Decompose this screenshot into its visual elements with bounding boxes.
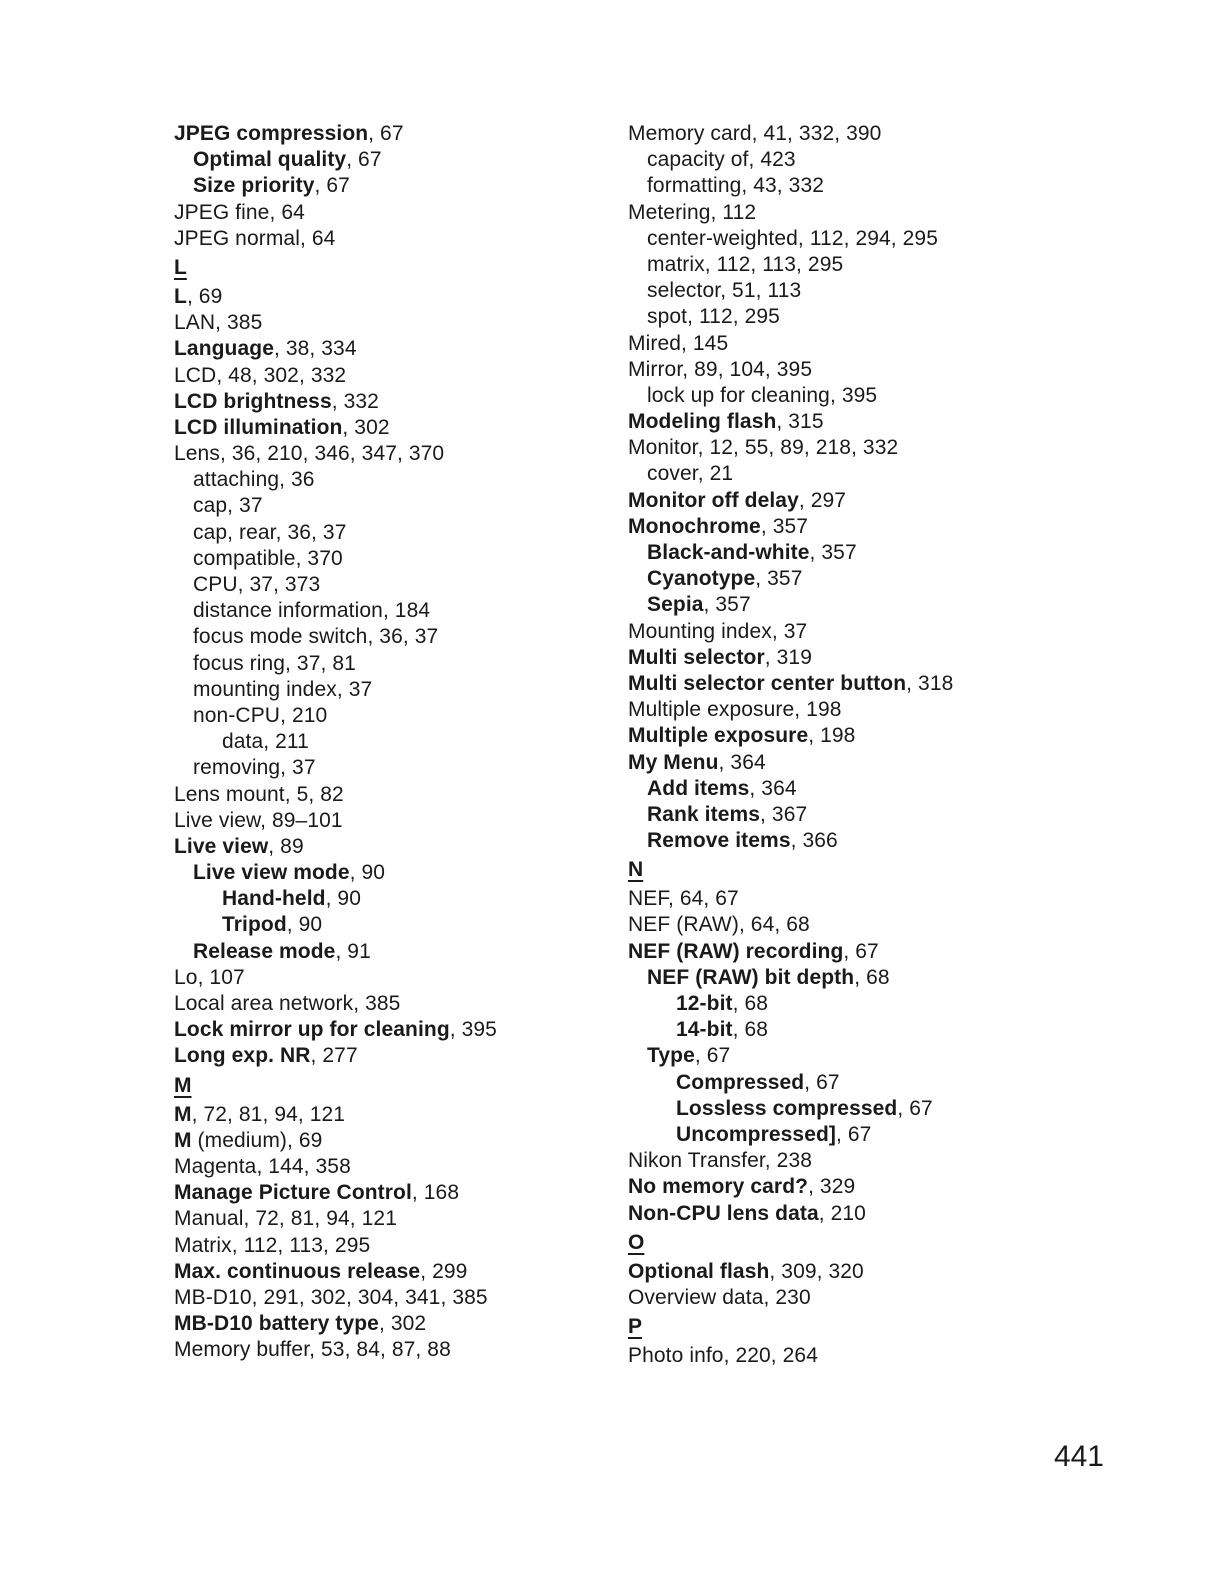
index-section-letter bbox=[628, 1227, 1068, 1259]
index-page-refs: , 112, 294, 295 bbox=[797, 226, 938, 250]
index-term: Sepia bbox=[647, 593, 704, 617]
index-term: Uncompressed] bbox=[676, 1122, 837, 1146]
index-term: Mounting index bbox=[628, 619, 772, 643]
index-term: capacity of bbox=[647, 148, 749, 172]
index-page-refs: , 395 bbox=[449, 1018, 497, 1042]
index-entry bbox=[628, 331, 1068, 357]
index-entry bbox=[628, 991, 1068, 1017]
index-term: NEF (RAW) bbox=[628, 913, 739, 937]
index-page-refs: , 168 bbox=[411, 1181, 460, 1205]
index-term: Modeling flash bbox=[628, 410, 777, 434]
index-page-refs: , 37, 81 bbox=[285, 651, 356, 675]
index-entry bbox=[174, 173, 594, 199]
index-page-refs: , 357 bbox=[703, 593, 751, 617]
index-term: 14-bit bbox=[676, 1018, 733, 1042]
index-term: Optimal quality bbox=[193, 148, 347, 172]
index-term: Compressed bbox=[676, 1070, 805, 1094]
index-section-letter bbox=[174, 252, 594, 284]
index-entry bbox=[628, 828, 1068, 854]
index-page-refs: , 5, 82 bbox=[284, 782, 344, 806]
index-page-refs: , 145 bbox=[681, 331, 729, 355]
index-page-refs: , 319 bbox=[764, 645, 812, 669]
index-entry bbox=[628, 671, 1068, 697]
index-entry bbox=[174, 755, 594, 781]
index-entry bbox=[628, 435, 1068, 461]
index-entry bbox=[628, 147, 1068, 173]
index-page-refs: , 91 bbox=[335, 939, 371, 963]
index-entry bbox=[174, 310, 594, 336]
index-term: Multiple exposure bbox=[628, 698, 795, 722]
index-page-refs: , 302 bbox=[378, 1312, 427, 1336]
index-page-refs: , 36, 37 bbox=[367, 625, 439, 649]
index-term: Language bbox=[174, 337, 274, 361]
index-page-refs: , 36, 210, 346, 347, 370 bbox=[219, 442, 445, 466]
index-term: cap, rear bbox=[193, 520, 276, 544]
index-entry bbox=[174, 939, 594, 965]
index-entry bbox=[174, 1206, 594, 1232]
index-term: Manage Picture Control bbox=[174, 1181, 412, 1205]
index-page-refs: , 210 bbox=[818, 1201, 866, 1225]
index-term: Overview data bbox=[628, 1285, 764, 1309]
index-term: attaching bbox=[193, 468, 280, 492]
index-page-refs: , 68 bbox=[732, 992, 769, 1015]
index-page-refs: , 21 bbox=[697, 462, 734, 486]
index-page-refs: , 64, 67 bbox=[667, 887, 739, 911]
index-entry bbox=[628, 1285, 1068, 1311]
index-term: Optional flash bbox=[628, 1259, 770, 1283]
index-entry bbox=[628, 697, 1068, 723]
index-page-refs: , 37 bbox=[336, 677, 373, 701]
index-entry bbox=[628, 540, 1068, 566]
index-page-refs: , 67 bbox=[346, 148, 382, 172]
index-page-refs: (medium), 69 bbox=[191, 1128, 323, 1152]
index-page-refs: , 297 bbox=[798, 488, 847, 512]
index-entry bbox=[628, 776, 1068, 802]
index-entry bbox=[628, 750, 1068, 776]
index-term: Monitor bbox=[628, 436, 698, 460]
index-page-refs: , 220, 264 bbox=[723, 1344, 818, 1368]
index-column-right bbox=[628, 121, 1068, 1369]
index-entry bbox=[174, 546, 594, 572]
index-term: NEF (RAW) bit depth bbox=[647, 965, 855, 989]
index-term: matrix bbox=[647, 252, 705, 276]
index-term: Matrix bbox=[174, 1233, 232, 1257]
index-term: removing bbox=[193, 756, 281, 780]
index-page-refs: , 367 bbox=[760, 802, 808, 826]
index-entry bbox=[174, 1180, 594, 1206]
index-page-refs: , 67 bbox=[804, 1070, 840, 1094]
index-term: Multi selector bbox=[628, 645, 765, 669]
index-term: Long exp. NR bbox=[174, 1044, 311, 1068]
index-entry bbox=[174, 677, 594, 703]
index-entry bbox=[174, 886, 594, 912]
index-page-refs: , 198 bbox=[794, 698, 842, 722]
index-page-refs: , 302 bbox=[342, 415, 390, 439]
index-page-refs: , 230 bbox=[763, 1285, 811, 1309]
index-page-refs: , 72, 81, 94, 121 bbox=[191, 1102, 346, 1126]
index-term: Memory card bbox=[628, 122, 752, 145]
index-term: lock up for cleaning bbox=[647, 383, 830, 407]
index-page-refs: , 72, 81, 94, 121 bbox=[243, 1207, 397, 1231]
index-page-refs: , 198 bbox=[808, 724, 856, 748]
index-term: Tripod bbox=[222, 913, 287, 937]
index-page-refs: , 36 bbox=[279, 468, 315, 492]
index-page-refs: , 89–101 bbox=[260, 808, 343, 832]
index-page-refs: , 90 bbox=[286, 913, 323, 937]
index-page-refs: , 64 bbox=[299, 226, 336, 250]
index-page-refs: , 69 bbox=[186, 284, 223, 308]
index-entry bbox=[628, 645, 1068, 671]
index-page-refs: , 51, 113 bbox=[720, 279, 802, 303]
index-page-refs: , 38, 334 bbox=[273, 337, 357, 361]
section-letter-label: N bbox=[628, 858, 644, 882]
index-term: M bbox=[174, 1128, 192, 1152]
index-entry bbox=[174, 363, 594, 389]
index-page-refs: , 315 bbox=[776, 410, 824, 434]
index-entry bbox=[628, 912, 1068, 938]
index-page-refs: , 144, 358 bbox=[256, 1154, 351, 1178]
index-term: Local area network bbox=[174, 992, 354, 1015]
index-entry bbox=[174, 1311, 594, 1337]
index-term: selector bbox=[647, 279, 721, 303]
index-term: My Menu bbox=[628, 750, 719, 774]
index-entry bbox=[174, 782, 594, 808]
index-term: spot bbox=[647, 305, 688, 329]
index-term: Lens mount bbox=[174, 782, 285, 806]
index-entry bbox=[174, 1043, 594, 1069]
index-term: Lock mirror up for cleaning bbox=[174, 1018, 450, 1042]
index-page-refs: , 184 bbox=[382, 599, 431, 623]
index-page-refs: , 53, 84, 87, 88 bbox=[309, 1338, 451, 1362]
index-entry bbox=[174, 1233, 594, 1259]
index-entry bbox=[628, 461, 1068, 487]
index-page-refs: , 90 bbox=[325, 887, 361, 911]
index-page-refs: , 309, 320 bbox=[769, 1259, 864, 1283]
index-term: distance information bbox=[193, 599, 383, 623]
index-term: Live view mode bbox=[193, 861, 350, 885]
index-entry bbox=[174, 284, 594, 310]
index-page-refs: , 67 bbox=[897, 1096, 933, 1120]
index-entry bbox=[174, 572, 594, 598]
index-term: Live view bbox=[174, 808, 261, 832]
index-entry bbox=[174, 860, 594, 886]
index-entry bbox=[174, 493, 594, 519]
index-page-refs: , 67 bbox=[694, 1044, 731, 1068]
index-entry bbox=[628, 1122, 1068, 1148]
index-page-refs: , 36, 37 bbox=[275, 520, 347, 544]
index-entry bbox=[628, 226, 1068, 252]
index-entry bbox=[174, 336, 594, 362]
index-term: LCD bbox=[174, 363, 217, 387]
index-term: non-CPU bbox=[193, 703, 281, 727]
index-entry bbox=[628, 619, 1068, 645]
index-section-letter bbox=[628, 1311, 1068, 1343]
index-page-refs: , 332 bbox=[331, 389, 379, 413]
index-entry bbox=[628, 278, 1068, 304]
index-entry bbox=[628, 802, 1068, 828]
index-entry bbox=[628, 1201, 1068, 1227]
index-page-refs: , 357 bbox=[809, 541, 857, 564]
index-page-refs: , 68 bbox=[854, 965, 890, 989]
index-entry bbox=[174, 1102, 594, 1128]
index-entry bbox=[174, 226, 594, 252]
index-term: Lens bbox=[174, 442, 220, 466]
index-term: CPU bbox=[193, 573, 238, 596]
index-page-refs: , 112, 113, 295 bbox=[704, 252, 844, 276]
index-term: Rank items bbox=[647, 802, 761, 826]
index-term: mounting index bbox=[193, 677, 337, 701]
index-entry bbox=[628, 723, 1068, 749]
index-term: LAN bbox=[174, 311, 216, 335]
index-term: LCD brightness bbox=[174, 389, 332, 413]
index-page-refs: , 329 bbox=[808, 1175, 856, 1199]
index-term: compatible bbox=[193, 546, 296, 570]
index-term: JPEG normal bbox=[174, 226, 300, 250]
index-page-refs: , 385 bbox=[353, 992, 401, 1015]
page-number: 441 bbox=[1053, 1440, 1104, 1473]
index-section-letter bbox=[628, 854, 1068, 886]
index-entry bbox=[628, 1017, 1068, 1043]
index-term: Mired bbox=[628, 331, 682, 355]
index-entry bbox=[628, 173, 1068, 199]
index-column-left bbox=[174, 121, 594, 1363]
index-entry bbox=[628, 1043, 1068, 1069]
index-term: focus mode switch bbox=[193, 625, 368, 649]
index-term: Mirror bbox=[628, 357, 683, 381]
index-term: Memory buffer bbox=[174, 1338, 310, 1362]
index-term: center-weighted bbox=[647, 226, 798, 250]
index-page-refs: , 67 bbox=[368, 122, 404, 145]
index-term: Live view bbox=[174, 834, 269, 858]
index-entry bbox=[628, 488, 1068, 514]
index-term: Nikon Transfer bbox=[628, 1149, 765, 1173]
index-term: Multi selector center button bbox=[628, 671, 907, 695]
index-term: Non-CPU lens data bbox=[628, 1201, 819, 1225]
index-term: Cyanotype bbox=[647, 567, 756, 591]
index-entry bbox=[174, 651, 594, 677]
index-term: Remove items bbox=[647, 829, 791, 853]
index-page-refs: , 395 bbox=[829, 383, 878, 407]
section-letter-label: P bbox=[628, 1315, 643, 1339]
index-entry bbox=[628, 514, 1068, 540]
index-term: Max. continuous release bbox=[174, 1259, 421, 1283]
index-page-refs: , 318 bbox=[906, 671, 954, 695]
index-page-refs: , 37 bbox=[771, 619, 808, 643]
index-entry bbox=[174, 1259, 594, 1285]
index-entry bbox=[174, 624, 594, 650]
index-entry bbox=[628, 1148, 1068, 1174]
index-term: Add items bbox=[647, 776, 750, 800]
index-page-refs: , 67 bbox=[836, 1122, 872, 1146]
index-page-refs: , 112 bbox=[710, 200, 757, 224]
index-term: cover bbox=[647, 462, 698, 486]
index-entry bbox=[628, 939, 1068, 965]
index-entry bbox=[628, 121, 1068, 147]
index-entry bbox=[174, 991, 594, 1017]
index-page-refs: , 291, 302, 304, 341, 385 bbox=[251, 1285, 488, 1309]
index-entry bbox=[174, 1128, 594, 1154]
index-entry bbox=[628, 409, 1068, 435]
index-entry bbox=[174, 912, 594, 938]
index-page-refs: , 423 bbox=[748, 148, 796, 172]
index-term: Monitor off delay bbox=[628, 488, 799, 512]
index-page-refs: , 366 bbox=[790, 829, 838, 853]
index-page-refs: , 210 bbox=[280, 703, 328, 727]
index-term: NEF bbox=[628, 887, 668, 911]
index-entry bbox=[174, 147, 594, 173]
index-term: JPEG compression bbox=[174, 122, 369, 145]
index-term: M bbox=[174, 1102, 192, 1126]
index-term: Hand-held bbox=[222, 887, 326, 911]
index-page-refs: , 37 bbox=[227, 494, 263, 518]
index-term: L bbox=[174, 284, 187, 308]
index-term: Lossless compressed bbox=[676, 1096, 898, 1120]
index-entry bbox=[628, 1174, 1068, 1200]
index-page-refs: , 364 bbox=[749, 776, 797, 800]
section-letter-label: L bbox=[174, 255, 187, 279]
index-page-refs: , 41, 332, 390 bbox=[751, 122, 882, 145]
index-entry bbox=[174, 1017, 594, 1043]
index-entry bbox=[628, 592, 1068, 618]
index-term: Size priority bbox=[193, 174, 315, 198]
index-page-refs: , 112, 295 bbox=[687, 305, 780, 329]
index-page-refs: , 37 bbox=[280, 756, 316, 780]
index-term: MB-D10 bbox=[174, 1285, 252, 1309]
index-entry bbox=[174, 441, 594, 467]
index-page-refs: , 67 bbox=[843, 939, 879, 963]
index-entry bbox=[628, 383, 1068, 409]
index-term: Multiple exposure bbox=[628, 724, 809, 748]
index-page-refs: , 277 bbox=[310, 1044, 358, 1068]
index-term: LCD illumination bbox=[174, 415, 343, 439]
index-entry bbox=[628, 1096, 1068, 1122]
index-entry bbox=[174, 1285, 594, 1311]
index-entry bbox=[174, 808, 594, 834]
index-page-refs: , 357 bbox=[755, 567, 803, 591]
index-page-refs: , 68 bbox=[732, 1018, 769, 1042]
index-term: MB-D10 battery type bbox=[174, 1312, 379, 1336]
index-page-refs: , 107 bbox=[197, 965, 245, 989]
index-page-refs: , 64 bbox=[269, 200, 305, 224]
index-entry bbox=[628, 304, 1068, 330]
index-entry bbox=[628, 200, 1068, 226]
index-section-letter bbox=[174, 1070, 594, 1102]
index-entry bbox=[174, 121, 594, 147]
index-term: No memory card? bbox=[628, 1175, 809, 1199]
index-page-refs: , 385 bbox=[215, 311, 263, 335]
index-term: Lo bbox=[174, 965, 198, 989]
index-entry bbox=[628, 886, 1068, 912]
section-letter-label: O bbox=[628, 1230, 645, 1254]
index-term: cap bbox=[193, 494, 228, 518]
index-page-refs: , 299 bbox=[420, 1259, 468, 1283]
index-page-refs: , 90 bbox=[349, 861, 386, 885]
index-term: focus ring bbox=[193, 651, 286, 675]
index-entry bbox=[628, 1259, 1068, 1285]
index-term: Release mode bbox=[193, 939, 336, 963]
index-entry bbox=[628, 1070, 1068, 1096]
index-page-refs: , 89 bbox=[268, 834, 304, 858]
index-term: NEF (RAW) recording bbox=[628, 939, 844, 963]
index-entry bbox=[628, 357, 1068, 383]
index-term: Photo info bbox=[628, 1344, 724, 1368]
index-term: Magenta bbox=[174, 1154, 257, 1178]
index-entry bbox=[174, 703, 594, 729]
index-entry bbox=[174, 415, 594, 441]
index-page-refs: , 48, 302, 332 bbox=[216, 363, 347, 387]
index-term: data bbox=[222, 730, 264, 754]
index-term: Metering bbox=[628, 200, 711, 224]
index-entry bbox=[174, 834, 594, 860]
index-page-refs: , 238 bbox=[764, 1149, 813, 1173]
index-entry bbox=[174, 729, 594, 755]
index-page-refs: , 64, 68 bbox=[738, 913, 810, 937]
index-term: Black-and-white bbox=[647, 541, 810, 564]
index-term: formatting bbox=[647, 174, 742, 198]
index-entry bbox=[174, 598, 594, 624]
index-page-refs: , 364 bbox=[718, 750, 766, 774]
index-page-refs: , 37, 373 bbox=[237, 573, 321, 596]
index-entry bbox=[174, 1337, 594, 1363]
index-entry bbox=[174, 200, 594, 226]
index-page-refs: , 211 bbox=[263, 730, 309, 754]
index-entry bbox=[628, 965, 1068, 991]
index-entry bbox=[174, 965, 594, 991]
index-entry bbox=[628, 1343, 1068, 1369]
index-term: Manual bbox=[174, 1207, 244, 1231]
index-entry bbox=[628, 252, 1068, 278]
index-entry bbox=[174, 389, 594, 415]
index-page-refs: , 112, 113, 295 bbox=[231, 1233, 371, 1257]
index-entry bbox=[174, 467, 594, 493]
index-term: Monochrome bbox=[628, 514, 761, 538]
index-term: Type bbox=[647, 1044, 695, 1068]
index-entry bbox=[174, 1154, 594, 1180]
index-page-refs: , 12, 55, 89, 218, 332 bbox=[697, 436, 899, 460]
index-entry bbox=[174, 520, 594, 546]
index-term: JPEG fine bbox=[174, 200, 270, 224]
index-page-refs: , 89, 104, 395 bbox=[682, 357, 813, 381]
index-term: 12-bit bbox=[676, 992, 733, 1015]
index-page-refs: , 370 bbox=[295, 546, 343, 570]
index-entry bbox=[628, 566, 1068, 592]
index-page-refs: , 43, 332 bbox=[741, 174, 825, 198]
index-page-refs: , 357 bbox=[760, 514, 809, 538]
index-page-refs: , 67 bbox=[314, 174, 350, 198]
section-letter-label: M bbox=[174, 1073, 192, 1097]
